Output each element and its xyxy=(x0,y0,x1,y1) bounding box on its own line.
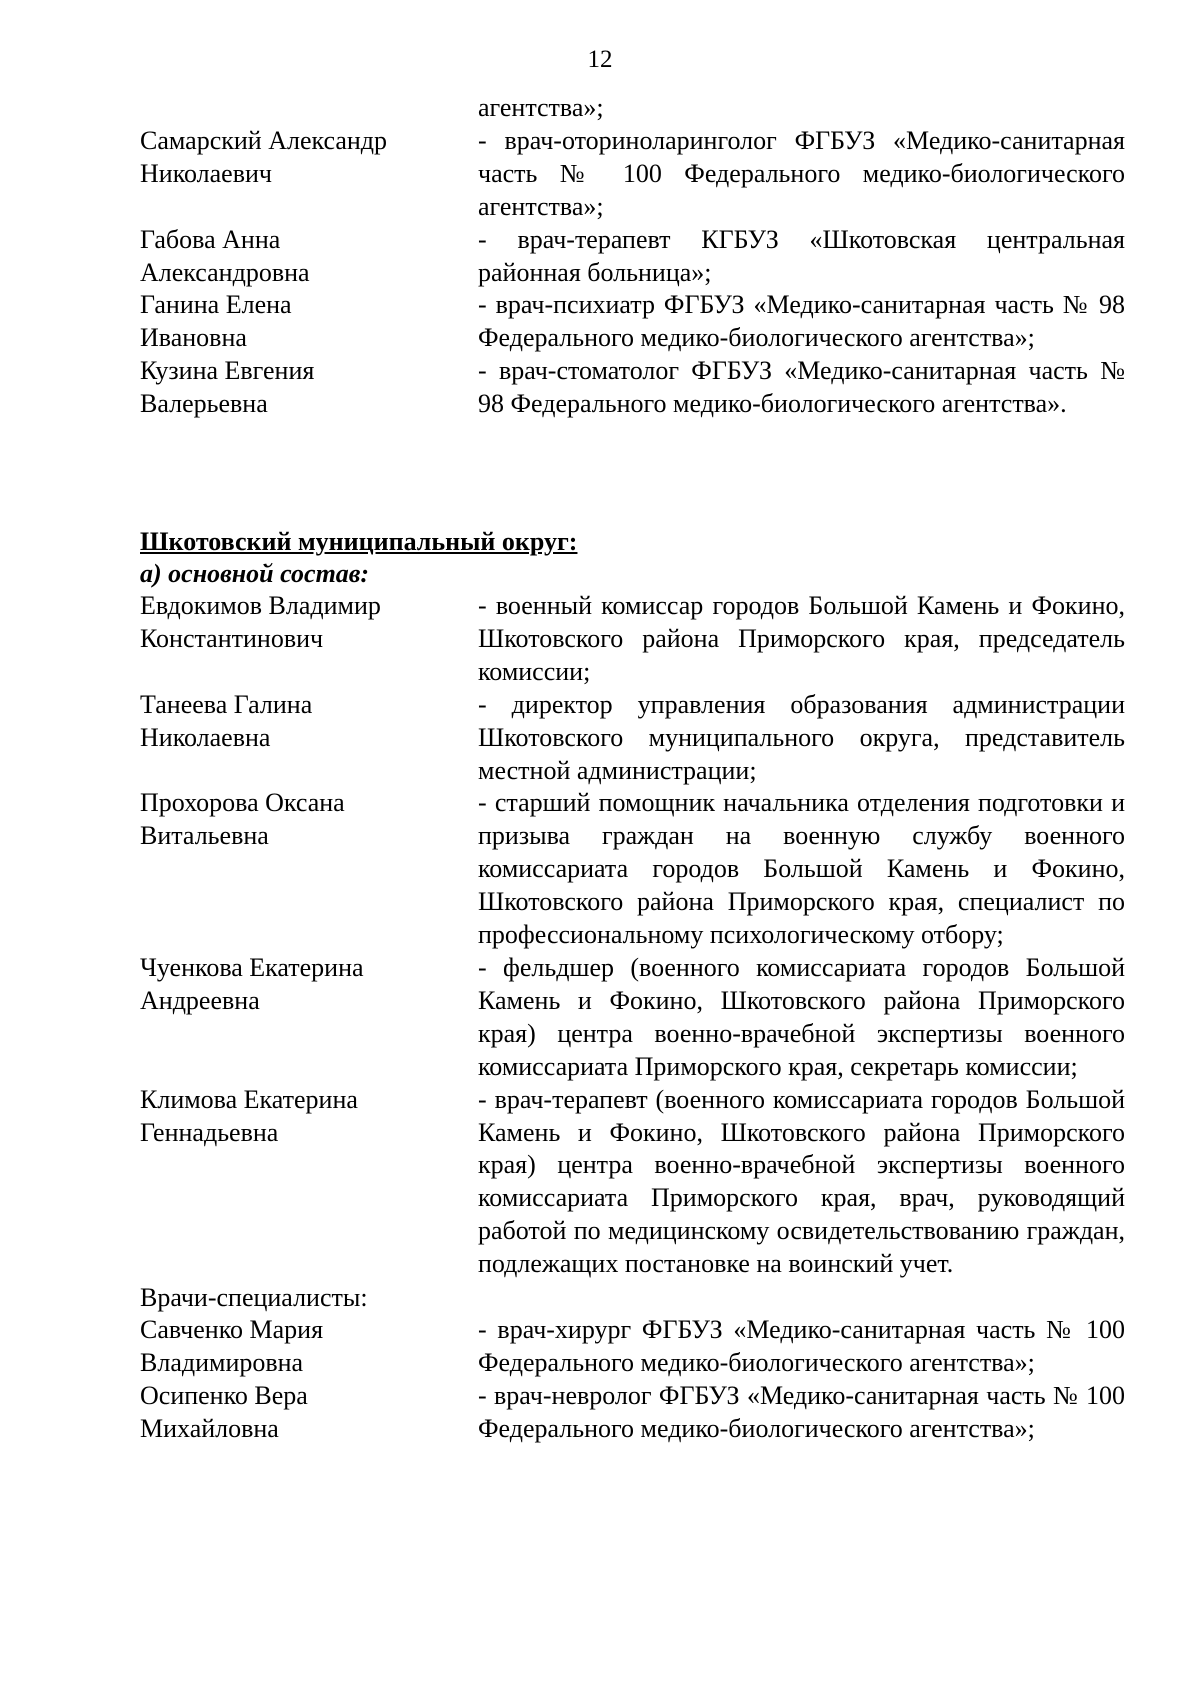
member-entry xyxy=(140,590,1125,689)
district-title: Шкотовский муниципальный округ: xyxy=(140,527,578,556)
member-name: Осипенко Вера Михайловна xyxy=(140,1380,308,1443)
member-description: - врач-психиатр ФГБУЗ «Медико-санитарная часть № 98 Федерального медико-биологического агентства»; xyxy=(478,290,1125,353)
member-entry xyxy=(140,289,1125,355)
member-name: Евдокимов Владимир Константинович xyxy=(140,591,381,653)
member-description: - врач-терапевт (военного комиссариата городов Большой Камень и Фокино, Шкотовского района Приморского края) центра военно-врачебной экспертизы военного комиссариата Приморского края, врач, руководящий работой по медицинскому освидетельствованию граждан, подлежащих постановке на воинский учет. xyxy=(478,1084,1125,1279)
member-name: Чуенкова Екатерина Андреевна xyxy=(140,952,364,1015)
member-description: - директор управления образования администрации Шкотовского муниципального округа, представитель местной администрации; xyxy=(478,689,1125,785)
member-description: - врач-терапевт КГБУЗ «Шкотовская центральная районная больница»; xyxy=(478,224,1125,287)
member-entry xyxy=(140,1084,1125,1281)
member-entry xyxy=(140,787,1125,952)
member-entry xyxy=(140,355,1125,421)
member-entry xyxy=(140,952,1125,1084)
member-name: Прохорова Оксана Витальевна xyxy=(140,788,345,851)
district-section xyxy=(140,525,1125,1446)
member-name: Танеева Галина Николаевна xyxy=(140,689,313,752)
member-description: - врач-хирург ФГБУЗ «Медико-санитарная часть № 100 Федерального медико-биологического агентства»; xyxy=(478,1315,1125,1377)
member-description: - врач-стоматолог ФГБУЗ «Медико-санитарная часть № 98 Федерального медико-биологического агентства». xyxy=(478,356,1125,419)
member-name: Самарский Александр Николаевич xyxy=(140,125,388,188)
composition-subtitle: а) основной состав: xyxy=(140,559,370,588)
member-entry xyxy=(140,125,1125,224)
member-description: - фельдшер (военного комиссариата городов Большой Камень и Фокино, Шкотовского района Приморского края) центра военно-врачебной экспертизы военного комиссариата Приморского края, секретарь комиссии; xyxy=(478,952,1125,1081)
member-description: - военный комиссар городов Большой Камень и Фокино, Шкотовского района Приморского края, председатель комиссии; xyxy=(478,591,1125,686)
member-name: Кузина Евгения Валерьевна xyxy=(140,356,315,419)
continuation-text: агентства»; xyxy=(478,93,604,122)
member-entry xyxy=(140,689,1125,788)
member-name: Савченко Мария Владимировна xyxy=(140,1315,324,1377)
member-description: - старший помощник начальника отделения подготовки и призыва граждан на военную службу военного комиссариата городов Большой Камень и Фокино, Шкотовского района Приморского края, специалист по профессиональному психологическому отбору; xyxy=(478,788,1125,950)
page-number: 12 xyxy=(587,46,613,73)
member-name: Габова Анна Александровна xyxy=(140,224,310,287)
specialists-label: Врачи-специалисты: xyxy=(140,1283,368,1313)
member-entry xyxy=(140,1380,1125,1446)
top-section xyxy=(140,92,1125,421)
member-description: - врач-невролог ФГБУЗ «Медико-санитарная часть № 100 Федерального медико-биологического агентства»; xyxy=(478,1380,1125,1443)
member-entry xyxy=(140,224,1125,290)
member-name: Климова Екатерина Геннадьевна xyxy=(140,1084,358,1147)
member-description: - врач-оториноларинголог ФГБУЗ «Медико-санитарная часть № 100 Федерального медико-биологического агентства»; xyxy=(478,125,1125,221)
member-entry xyxy=(140,1314,1125,1380)
member-name: Ганина Елена Ивановна xyxy=(140,290,292,353)
